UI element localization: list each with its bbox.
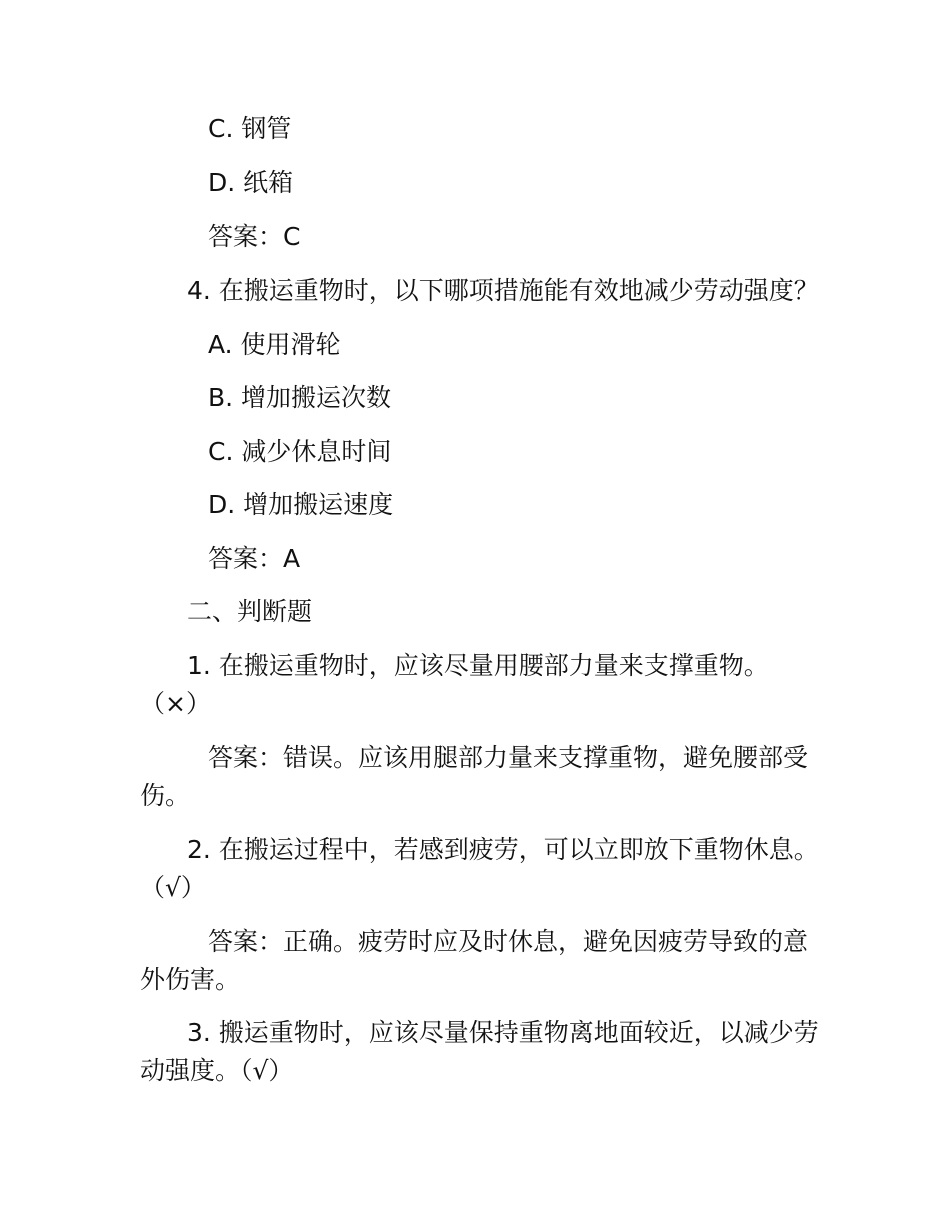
- q3-option-c: C. 钢管: [208, 114, 292, 143]
- q4-question: 4. 在搬运重物时，以下哪项措施能有效地减少劳动强度？: [187, 276, 819, 305]
- q4-answer: 答案：A: [208, 544, 301, 573]
- tf-item-1-answer: 答案：错误。应该用腿部力量来支撑重物，避免腰部受: [208, 743, 809, 772]
- q4-option-d: D. 增加搬运速度: [208, 490, 394, 519]
- tf-item-1-statement: 1. 在搬运重物时，应该尽量用腰部力量来支撑重物。: [187, 651, 769, 680]
- tf-item-2-statement: 2. 在搬运过程中，若感到疲劳，可以立即放下重物休息。: [187, 835, 819, 864]
- tf-item-2-mark: （√）: [140, 873, 206, 902]
- tf-item-1-answer-cont: 伤。: [140, 781, 191, 810]
- tf-item-3-statement: 3. 搬运重物时，应该尽量保持重物离地面较近，以减少劳: [187, 1018, 819, 1047]
- q3-option-d: D. 纸箱: [208, 168, 294, 197]
- tf-item-2-answer: 答案：正确。疲劳时应及时休息，避免因疲劳导致的意: [208, 927, 809, 956]
- tf-item-3-statement-cont: 动强度。（√）: [140, 1056, 294, 1085]
- q4-option-b: B. 增加搬运次数: [208, 383, 392, 412]
- tf-item-1-mark: （×）: [140, 689, 211, 718]
- section-heading: 二、判断题: [187, 597, 313, 626]
- q4-option-c: C. 减少休息时间: [208, 437, 392, 466]
- q3-answer: 答案：C: [208, 222, 301, 251]
- tf-item-2-answer-cont: 外伤害。: [140, 965, 241, 994]
- q4-option-a: A. 使用滑轮: [208, 330, 341, 359]
